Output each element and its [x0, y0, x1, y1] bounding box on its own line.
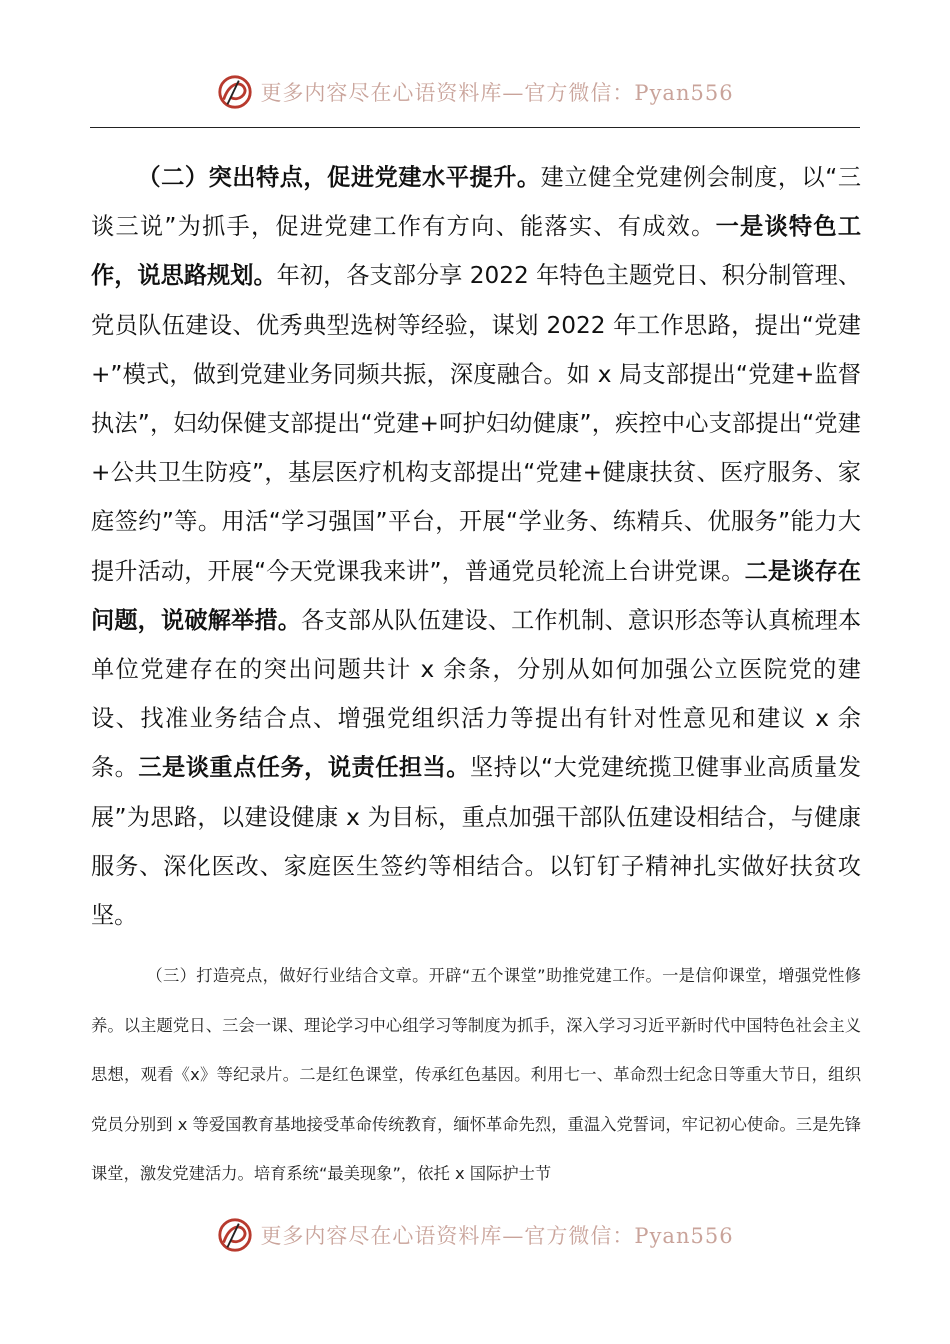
red-swirl-logo-icon — [216, 1216, 254, 1254]
point-3-title: 三是谈重点任务，说责任担当。 — [138, 754, 470, 782]
footer-watermark-banner — [0, 1213, 950, 1257]
header-watermark-banner — [0, 70, 950, 114]
point-1-title: 一是谈特色工作，说思路规划。 — [91, 213, 862, 290]
header-watermark-text: 更多内容尽在心语资料库—官方微信：Pyan556 — [260, 81, 734, 105]
section-2-heading: （二）突出特点，促进党建水平提升。 — [137, 164, 541, 191]
point-2-body: 各支部从队伍建设、工作机制、意识形态等认真梳理本单位党建存在的突出问题共计 x 余条，分别从如何加强公立医院党的建设、找准业务结合点、增强党组织活力等提出有针对性意见和建议 x 余条。 — [91, 606, 862, 782]
section-3-paragraph: （三）打造亮点，做好行业结合文章。开辟“五个课堂”助推党建工作。一是信仰课堂，增强党性修养。以主题党日、三会一课、理论学习中心组学习等制度为抓手，深入学习习近平新时代中国特色社会主义思想，观看《x》等纪录片。二是红色课堂，传承红色基因。利用七一、革命烈士纪念日等重大节日，组织党员分别到 x 等爱国教育基地接受革命传统教育，缅怀革命先烈，重温入党誓词，牢记初心使命。三是先锋课堂，激发党建活力。培育系统“最美现象”，依托 x 国际护士节 — [91, 966, 861, 1184]
point-2-title: 二是谈存在问题，说破解举措。 — [91, 557, 861, 634]
point-3-body: 坚持以“大党建统揽卫健事业高质量发展”为思路，以建设健康 x 为目标，重点加强干部队伍建设相结合，与健康服务、深化医改、家庭医生签约等相结合。以钉钉子精神扎实做好扶贫攻坚。 — [91, 754, 862, 930]
footer-watermark-text: 更多内容尽在心语资料库—官方微信：Pyan556 — [260, 1224, 734, 1248]
red-swirl-logo-icon — [216, 73, 254, 111]
section-2-paragraph — [91, 153, 861, 940]
section-2-intro: 建立健全党建例会制度，以“三谈三说”为抓手，促进党建工作有方向、能落实、有成效。 — [91, 164, 862, 241]
header-divider — [90, 127, 860, 128]
point-1-body: 年初，各支部分享 2022 年特色主题党日、积分制管理、党员队伍建设、优秀典型选树等经验，谋划 2022 年工作思路，提出“党建+”模式，做到党建业务同频共振，深度融合。如 x 局支部提出“党建+监督执法”，妇幼保健支部提出“党建+呵护妇幼健康”，疾控中心支部提出“党建+公共卫生防疫”，基层医疗机构支部提出“党建+健康扶贫、医疗服务、家庭签约”等。用活“学习强国”平台，开展“学业务、练精兵、优服务”能力大提升活动，开展“今天党课我来讲”，普通党员轮流上台讲党课。 — [91, 262, 862, 585]
